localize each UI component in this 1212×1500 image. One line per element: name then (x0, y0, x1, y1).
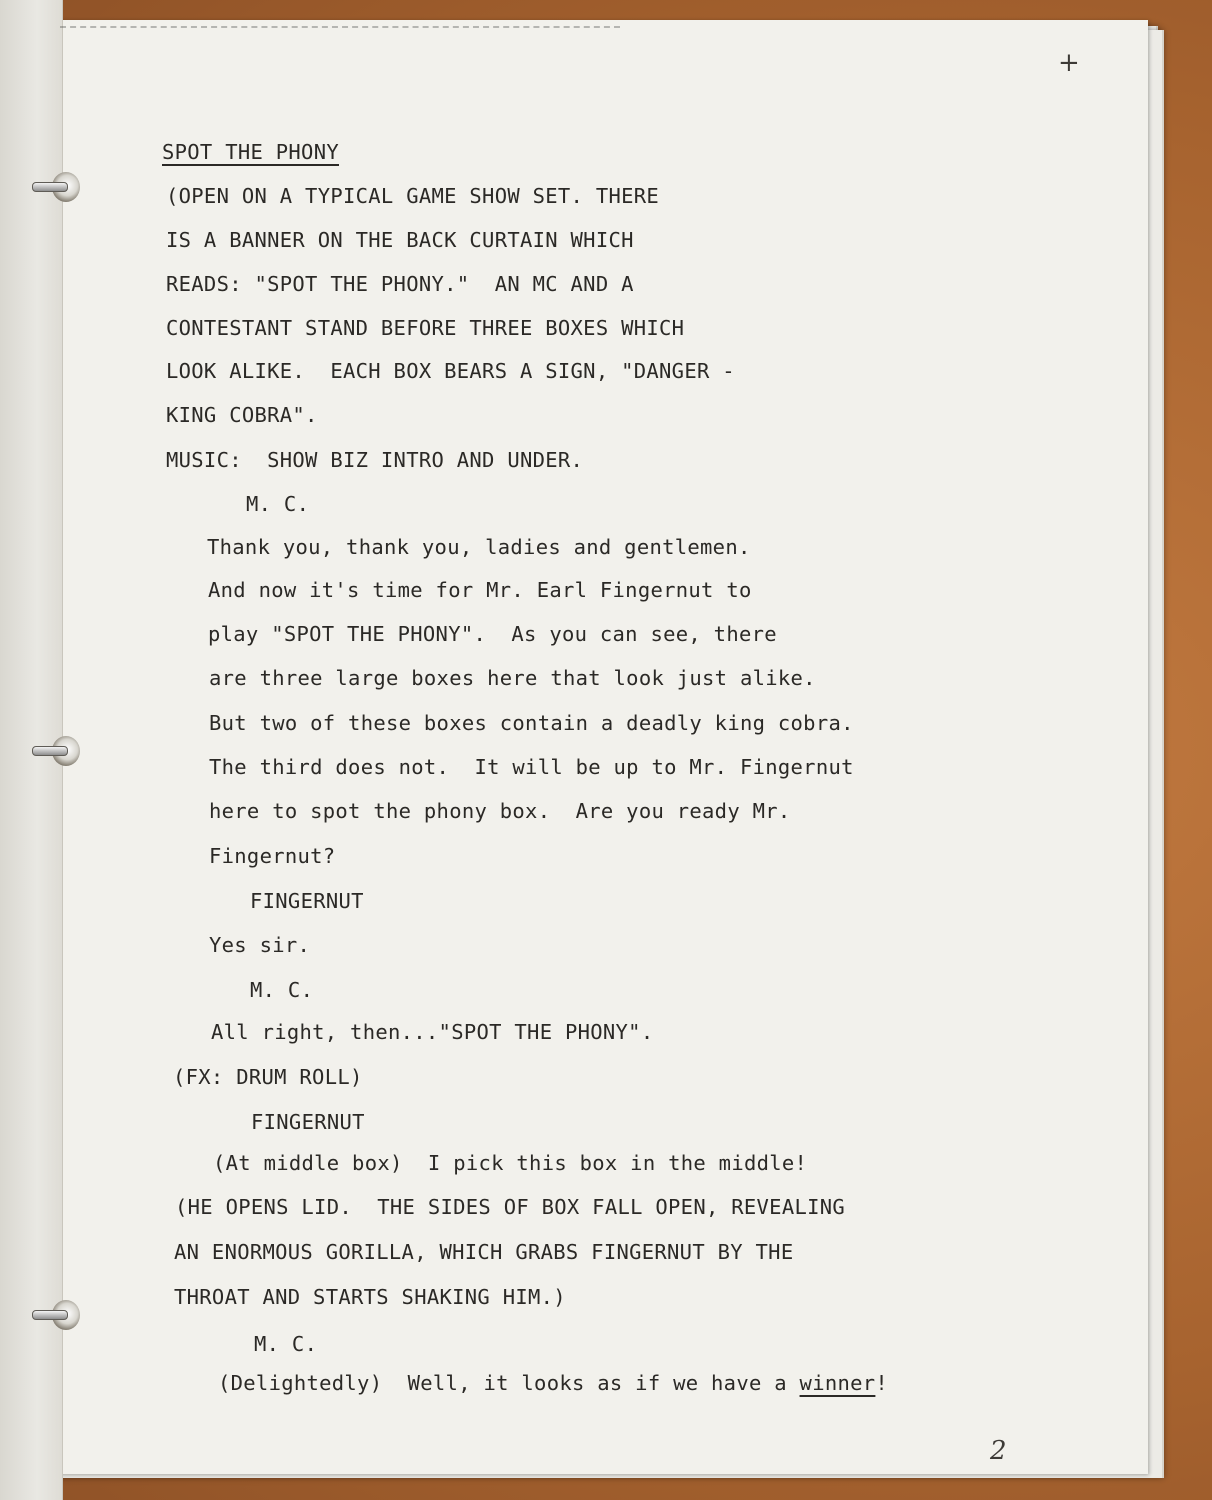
page-number: 2 (990, 1436, 1007, 1466)
character-name: M. C. (250, 978, 314, 1002)
dialogue-line: Yes sir. (209, 933, 311, 957)
stage-direction-line: READS: "SPOT THE PHONY." AN MC AND A (166, 272, 634, 296)
sketch-title: SPOT THE PHONY (162, 140, 339, 164)
binder-ring (32, 734, 82, 770)
stage-direction-line: (OPEN ON A TYPICAL GAME SHOW SET. THERE (166, 184, 660, 208)
dialogue-line: The third does not. It will be up to Mr. Fingernut (209, 755, 854, 779)
dialogue-line: But two of these boxes contain a deadly king cobra. (209, 711, 854, 735)
music-cue: MUSIC: SHOW BIZ INTRO AND UNDER. (166, 448, 584, 472)
stage-direction-line: KING COBRA". (166, 403, 318, 427)
character-name: M. C. (254, 1332, 318, 1356)
stage-direction-line: IS A BANNER ON THE BACK CURTAIN WHICH (166, 228, 634, 252)
sound-effect-cue: (FX: DRUM ROLL) (173, 1065, 363, 1089)
final-dialogue-line (218, 1373, 888, 1394)
stage-direction-line: AN ENORMOUS GORILLA, WHICH GRABS FINGERNUT BY THE (174, 1240, 794, 1264)
character-name: M. C. (246, 492, 310, 516)
binder-ring (32, 170, 82, 206)
dialogue-line: Thank you, thank you, ladies and gentlemen. (207, 535, 751, 559)
stage-direction-line: (HE OPENS LID. THE SIDES OF BOX FALL OPEN, REVEALING (175, 1195, 846, 1219)
final-dialogue-punctuation: ! (875, 1371, 889, 1395)
dialogue-line: And now it's time for Mr. Earl Fingernut to (208, 578, 752, 602)
character-name: FINGERNUT (250, 889, 364, 913)
dialogue-line: All right, then..."SPOT THE PHONY". (211, 1020, 654, 1044)
corner-mark: + (1058, 48, 1080, 78)
character-name: FINGERNUT (251, 1110, 365, 1134)
dialogue-line: here to spot the phony box. Are you ready Mr. (209, 799, 791, 823)
dialogue-line: play "SPOT THE PHONY". As you can see, there (208, 622, 777, 646)
stage-direction-line: CONTESTANT STAND BEFORE THREE BOXES WHICH (166, 316, 685, 340)
stage-direction-line: LOOK ALIKE. EACH BOX BEARS A SIGN, "DANGER - (166, 359, 735, 383)
torn-edge-marks (60, 26, 620, 28)
dialogue-line: (At middle box) I pick this box in the middle! (213, 1151, 808, 1175)
underlined-word: winner (799, 1371, 876, 1395)
final-dialogue-text: (Delightedly) Well, it looks as if we have a (218, 1371, 800, 1395)
stage-direction-line: THROAT AND STARTS SHAKING HIM.) (174, 1285, 566, 1309)
binder-ring (32, 1298, 82, 1334)
dialogue-line: are three large boxes here that look just alike. (209, 666, 816, 690)
dialogue-line: Fingernut? (209, 844, 336, 868)
